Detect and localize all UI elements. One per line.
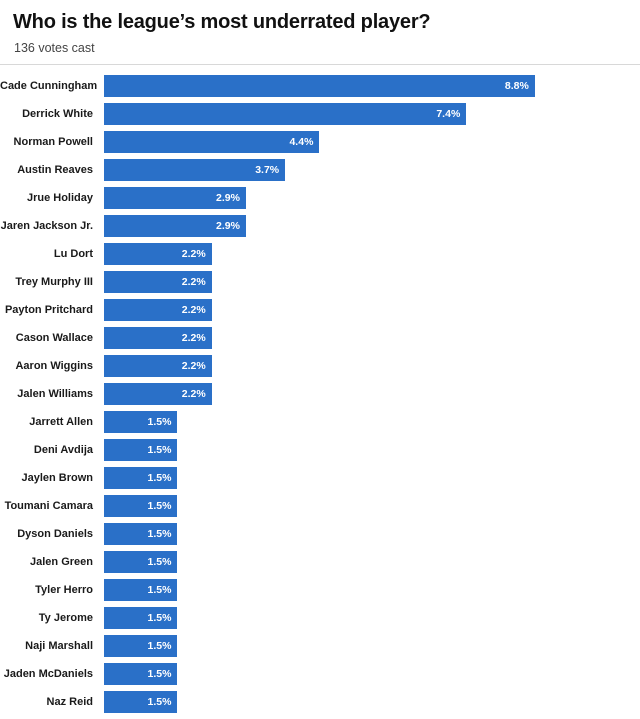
bar [104,327,212,349]
table-row [0,548,640,576]
bar-value-label: 2.9% [216,192,240,204]
bar [104,495,177,517]
bar-value-label: 2.2% [181,248,206,260]
bar-track [104,75,640,97]
bar-value-label: 1.5% [147,444,172,456]
bar-track [104,131,640,153]
bar-value-label: 1.5% [147,640,172,652]
table-row [0,688,640,716]
bar-category-label: Deni Avdija [33,444,93,456]
bar [104,355,212,377]
table-row [0,324,640,352]
bar-track [104,635,640,657]
bar-track [104,243,640,265]
bar-track [104,215,640,237]
bar-value-label: 2.2% [181,360,206,372]
table-row [0,632,640,660]
bar-track [104,327,640,349]
bar-value-label: 1.5% [147,472,172,484]
table-row [0,408,640,436]
bar-category-label: Aaron Wiggins [15,360,93,372]
bar [104,159,285,181]
table-row [0,464,640,492]
bar [104,551,177,573]
bar-track [104,411,640,433]
table-row [0,268,640,296]
table-row [0,296,640,324]
table-row [0,492,640,520]
bar-track [104,495,640,517]
bar [104,635,177,657]
bar [104,467,177,489]
bar-category-label: Lu Dort [53,248,93,260]
bar-track [104,103,640,125]
bar-list [0,72,640,716]
bar-category-label: Jaylen Brown [21,472,93,484]
bar-category-label: Naji Marshall [25,640,93,652]
bar-value-label: 1.5% [147,668,172,680]
bar-track [104,467,640,489]
bar-category-label: Toumani Camara [4,500,93,512]
bar-track [104,663,640,685]
bar-track [104,355,640,377]
bar-category-label: Cason Wallace [15,332,93,344]
bar-value-label: 1.5% [147,528,172,540]
bar-track [104,439,640,461]
bar-value-label: 2.9% [216,220,240,232]
bar [104,411,177,433]
divider [0,64,640,65]
bar-track [104,579,640,601]
bar [104,607,177,629]
bar-value-label: 3.7% [255,164,280,176]
bar-track [104,691,640,713]
table-row [0,128,640,156]
bar-value-label: 8.8% [504,80,529,92]
bar-value-label: 1.5% [147,500,172,512]
bar [104,663,177,685]
table-row [0,660,640,688]
table-row [0,520,640,548]
bar-category-label: Dyson Daniels [17,528,93,540]
bar [104,215,246,237]
bar [104,243,212,265]
bar-value-label: 2.2% [181,304,206,316]
table-row [0,436,640,464]
bar-value-label: 1.5% [147,584,172,596]
bar-category-label: Norman Powell [13,136,93,148]
bar-track [104,523,640,545]
bar-track [104,299,640,321]
bar [104,271,212,293]
bar-value-label: 1.5% [147,696,172,708]
bar-value-label: 2.2% [181,332,206,344]
bar-track [104,551,640,573]
bar-category-label: Jaden McDaniels [3,668,93,680]
table-row [0,352,640,380]
bar [104,691,177,713]
bar [104,383,212,405]
table-row [0,212,640,240]
bar-category-label: Naz Reid [46,696,93,708]
table-row [0,240,640,268]
table-row [0,184,640,212]
bar-value-label: 7.4% [436,108,461,120]
bar-value-label: 2.2% [181,276,206,288]
bar-track [104,159,640,181]
bar-category-label: Cade Cunningham [0,80,98,92]
bar-value-label: 1.5% [147,612,172,624]
bar-category-label: Derrick White [22,108,93,120]
bar-category-label: Payton Pritchard [4,304,93,316]
bar-category-label: Austin Reaves [17,164,93,176]
bar-track [104,383,640,405]
votes-cast-label: 136 votes cast [14,41,95,55]
table-row [0,380,640,408]
bar-track [104,187,640,209]
bar-category-label: Ty Jerome [38,612,93,624]
bar-category-label: Trey Murphy III [15,276,93,288]
bar-value-label: 2.2% [181,388,206,400]
bar [104,131,319,153]
bar-category-label: Jalen Green [30,556,93,568]
bar-track [104,607,640,629]
bar-value-label: 1.5% [147,416,172,428]
bar [104,439,177,461]
table-row [0,604,640,632]
table-row [0,100,640,128]
bar-track [104,271,640,293]
bar [104,523,177,545]
bar [104,299,212,321]
bar-category-label: Jalen Williams [17,388,93,400]
bar-value-label: 1.5% [147,556,172,568]
bar-value-label: 4.4% [289,136,314,148]
poll-chart [0,11,640,716]
bar [104,187,246,209]
bar [104,579,177,601]
bar-category-label: Jarrett Allen [29,416,93,428]
bar [104,103,466,125]
table-row [0,576,640,604]
table-row [0,156,640,184]
bar [104,75,535,97]
bar-category-label: Jrue Holiday [26,192,93,204]
bar-category-label: Jaren Jackson Jr. [0,220,93,232]
page-title: Who is the league’s most underrated player? [13,11,431,33]
table-row [0,72,640,100]
bar-category-label: Tyler Herro [35,584,93,596]
